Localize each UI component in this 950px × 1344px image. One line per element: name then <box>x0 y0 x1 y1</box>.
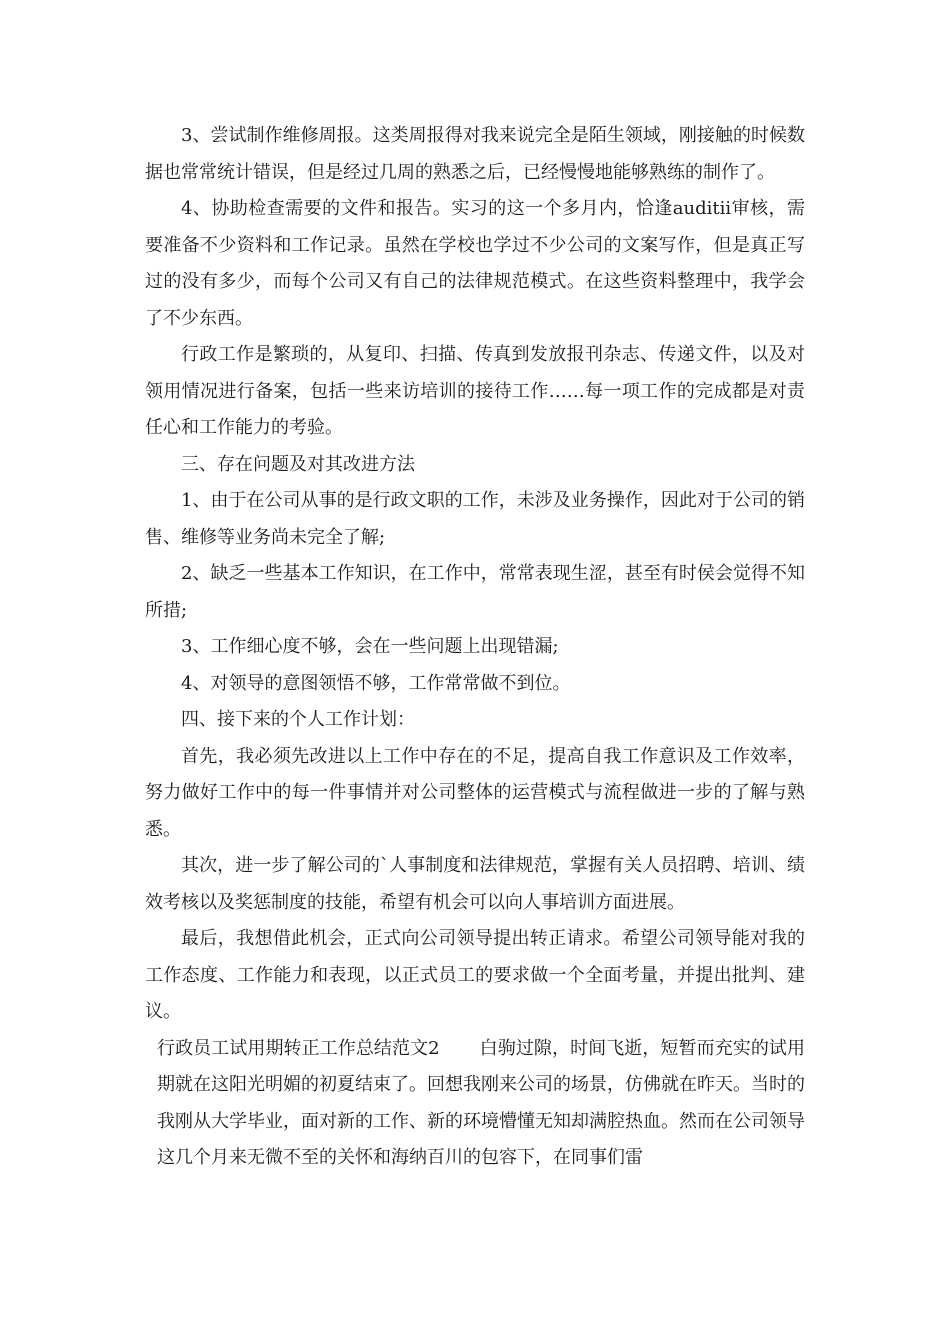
paragraph-plan-last: 最后，我想借此机会，正式向公司领导提出转正请求。希望公司领导能对我的工作态度、工作能力和表现，以正式员工的要求做一个全面考量，并提出批判、建议。 <box>145 928 805 1022</box>
paragraph-weekly-report: 3、尝试制作维修周报。这类周报得对我来说完全是陌生领域，刚接触的时候数据也常常统计错误，但是经过几周的熟悉之后，已经慢慢地能够熟练的制作了。 <box>145 125 805 183</box>
paragraph-admin-work: 行政工作是繁琐的，从复印、扫描、传真到发放报刊杂志、传递文件，以及对领用情况进行备案，包括一些来访培训的接待工作……每一项工作的完成都是对责任心和工作能力的考验。 <box>145 344 805 438</box>
paragraph-plan-first: 首先，我必须先改进以上工作中存在的不足，提高自我工作意识及工作效率，努力做好工作中的每一件事情并对公司整体的运营模式与流程做进一步的了解与熟悉。 <box>145 745 805 840</box>
paragraph-problem-2: 2、缺乏一些基本工作知识，在工作中，常常表现生涩，甚至有时侯会觉得不知所措; <box>145 563 805 621</box>
section-heading-plan: 四、接下来的个人工作计划： <box>181 709 415 730</box>
paragraph-problem-1: 1、由于在公司从事的是行政文职的工作，未涉及业务操作，因此对于公司的销售、维修等业务尚未完全了解; <box>145 490 805 548</box>
paragraph-document-check: 4、协助检查需要的文件和报告。实习的这一个多月内，恰逢auditii审核，需要准备不少资料和工作记录。虽然在学校也学过不少公司的文案写作，但是真正写过的没有多少，而每个公司又有自己的法律规范模式。在这些资料整理中，我学会了不少东西。 <box>145 198 805 329</box>
paragraph-problem-4: 4、对领导的意图领悟不够，工作常常做不到位。 <box>181 672 571 694</box>
section2-title: 行政员工试用期转正工作总结范文2 <box>157 1037 440 1059</box>
paragraph-problem-3: 3、工作细心度不够，会在一些问题上出现错漏; <box>181 636 559 657</box>
section2-paragraph <box>145 1031 805 1177</box>
section-heading-problems: 三、存在问题及对其改进方法 <box>181 453 415 475</box>
paragraph-plan-second: 其次，进一步了解公司的`人事制度和法律规范，掌握有关人员招聘、培训、绩效考核以及奖惩制度的技能，希望有机会可以向人事培训方面进展。 <box>145 855 805 913</box>
section2-text: 白驹过隙，时间飞逝，短暂而充实的试用期就在这阳光明媚的初夏结束了。回想我刚来公司的场景，仿佛就在昨天。当时的我刚从大学毕业，面对新的工作、新的环境懵懂无知却满腔热血。然而在公司领导这几个月来无微不至的关怀和海纳百川的包容下，在同事们雷 <box>157 1037 805 1168</box>
document-body <box>145 118 805 1177</box>
